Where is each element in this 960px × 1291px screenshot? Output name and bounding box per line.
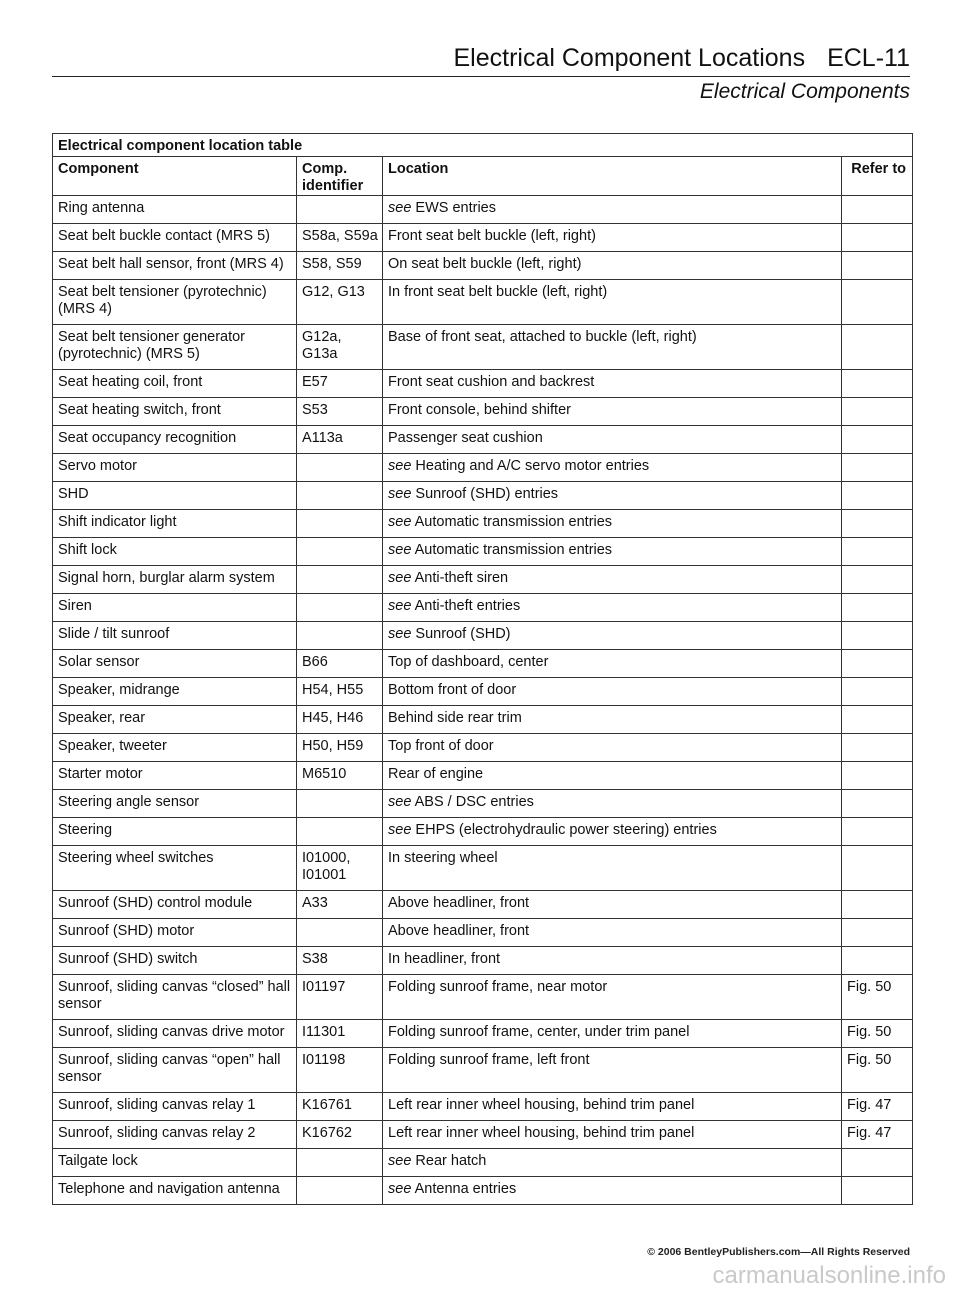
location-text: EWS entries — [415, 200, 497, 216]
location-cell — [383, 510, 842, 538]
location-cell — [383, 398, 842, 426]
location-text: Folding sunroof frame, center, under trim panel — [388, 1024, 690, 1040]
see-reference-word: see — [388, 626, 412, 642]
location-cell — [383, 1048, 842, 1093]
component-cell: Steering — [53, 818, 297, 846]
location-text: Rear hatch — [415, 1153, 487, 1169]
refer-cell — [842, 325, 913, 370]
component-cell: Steering angle sensor — [53, 790, 297, 818]
table-row — [53, 325, 913, 370]
table-row — [53, 426, 913, 454]
location-text: EHPS (electrohydraulic power steering) entries — [415, 822, 717, 838]
identifier-cell — [297, 790, 383, 818]
column-header-location: Location — [383, 157, 842, 196]
table-row — [53, 790, 913, 818]
table-row — [53, 510, 913, 538]
location-cell — [383, 734, 842, 762]
location-cell — [383, 846, 842, 891]
refer-cell: Fig. 47 — [842, 1121, 913, 1149]
component-cell: Solar sensor — [53, 650, 297, 678]
refer-cell — [842, 919, 913, 947]
identifier-cell: S58a, S59a — [297, 224, 383, 252]
component-cell: Sunroof, sliding canvas “open” hall sensor — [53, 1048, 297, 1093]
location-text: Heating and A/C servo motor entries — [415, 458, 650, 474]
identifier-cell: H50, H59 — [297, 734, 383, 762]
refer-cell — [842, 790, 913, 818]
table-row — [53, 398, 913, 426]
table-row — [53, 975, 913, 1020]
table-row — [53, 678, 913, 706]
identifier-cell: S53 — [297, 398, 383, 426]
component-cell: Ring antenna — [53, 196, 297, 224]
table-row — [53, 1149, 913, 1177]
location-text: Top of dashboard, center — [388, 654, 549, 670]
location-text: Antenna entries — [414, 1181, 517, 1197]
component-cell: Seat belt tensioner (pyrotechnic) (MRS 4) — [53, 280, 297, 325]
location-text: Left rear inner wheel housing, behind trim panel — [388, 1097, 695, 1113]
location-cell — [383, 891, 842, 919]
component-cell: Sunroof, sliding canvas relay 2 — [53, 1121, 297, 1149]
location-cell — [383, 325, 842, 370]
location-cell — [383, 650, 842, 678]
see-reference-word: see — [388, 598, 412, 614]
location-text: On seat belt buckle (left, right) — [388, 256, 582, 272]
table-row — [53, 566, 913, 594]
table-row — [53, 594, 913, 622]
see-reference-word: see — [388, 1153, 412, 1169]
refer-cell — [842, 678, 913, 706]
table-row — [53, 706, 913, 734]
table-row — [53, 538, 913, 566]
table-row — [53, 650, 913, 678]
component-cell: Seat occupancy recognition — [53, 426, 297, 454]
identifier-cell: K16762 — [297, 1121, 383, 1149]
page-header-title — [454, 44, 911, 73]
location-text: In headliner, front — [388, 951, 501, 967]
refer-cell — [842, 482, 913, 510]
identifier-cell — [297, 510, 383, 538]
identifier-cell — [297, 482, 383, 510]
refer-cell — [842, 594, 913, 622]
location-cell — [383, 1177, 842, 1205]
refer-cell — [842, 196, 913, 224]
identifier-cell: I01197 — [297, 975, 383, 1020]
location-text: Top front of door — [388, 738, 494, 754]
table-row — [53, 252, 913, 280]
identifier-cell: I11301 — [297, 1020, 383, 1048]
identifier-cell — [297, 594, 383, 622]
location-text: Bottom front of door — [388, 682, 517, 698]
location-cell — [383, 538, 842, 566]
location-text: Anti-theft entries — [414, 598, 521, 614]
component-cell: Seat heating coil, front — [53, 370, 297, 398]
location-cell — [383, 919, 842, 947]
header-rule — [52, 76, 910, 77]
component-cell: Sunroof, sliding canvas drive motor — [53, 1020, 297, 1048]
table-row — [53, 846, 913, 891]
identifier-cell — [297, 818, 383, 846]
see-reference-word: see — [388, 542, 412, 558]
identifier-cell — [297, 538, 383, 566]
table-row — [53, 947, 913, 975]
refer-cell — [842, 280, 913, 325]
location-cell — [383, 594, 842, 622]
location-text: Above headliner, front — [388, 923, 530, 939]
location-text: Front seat belt buckle (left, right) — [388, 228, 596, 244]
identifier-cell: M6510 — [297, 762, 383, 790]
component-cell: Shift lock — [53, 538, 297, 566]
table-row — [53, 196, 913, 224]
column-header-component: Component — [53, 157, 297, 196]
location-text: Front seat cushion and backrest — [388, 374, 595, 390]
component-cell: Speaker, rear — [53, 706, 297, 734]
refer-cell — [842, 252, 913, 280]
refer-cell — [842, 370, 913, 398]
location-cell — [383, 426, 842, 454]
location-cell — [383, 975, 842, 1020]
identifier-cell: B66 — [297, 650, 383, 678]
identifier-cell: K16761 — [297, 1093, 383, 1121]
see-reference-word: see — [388, 794, 412, 810]
identifier-cell — [297, 622, 383, 650]
component-cell: Signal horn, burglar alarm system — [53, 566, 297, 594]
component-cell: Seat belt hall sensor, front (MRS 4) — [53, 252, 297, 280]
see-reference-word: see — [388, 200, 412, 216]
component-cell: Sunroof, sliding canvas relay 1 — [53, 1093, 297, 1121]
refer-cell — [842, 398, 913, 426]
identifier-cell — [297, 566, 383, 594]
see-reference-word: see — [388, 1181, 412, 1197]
location-text: In front seat belt buckle (left, right) — [388, 284, 608, 300]
see-reference-word: see — [388, 486, 412, 502]
location-text: Front console, behind shifter — [388, 402, 571, 418]
refer-cell: Fig. 50 — [842, 1020, 913, 1048]
component-cell: Steering wheel switches — [53, 846, 297, 891]
refer-cell — [842, 224, 913, 252]
component-location-table — [52, 133, 913, 1205]
location-text: In steering wheel — [388, 850, 498, 866]
location-cell — [383, 196, 842, 224]
component-cell: Seat heating switch, front — [53, 398, 297, 426]
location-text: Sunroof (SHD) — [415, 626, 511, 642]
refer-cell — [842, 454, 913, 482]
location-cell — [383, 622, 842, 650]
location-text: Automatic transmission entries — [414, 542, 613, 558]
table-row — [53, 370, 913, 398]
refer-cell — [842, 510, 913, 538]
table-row — [53, 734, 913, 762]
location-cell — [383, 790, 842, 818]
location-cell — [383, 280, 842, 325]
identifier-cell: H45, H46 — [297, 706, 383, 734]
identifier-cell — [297, 1177, 383, 1205]
location-text: Anti-theft siren — [414, 570, 509, 586]
location-cell — [383, 706, 842, 734]
location-text: ABS / DSC entries — [414, 794, 534, 810]
table-row — [53, 482, 913, 510]
refer-cell — [842, 1177, 913, 1205]
table-row — [53, 622, 913, 650]
identifier-cell — [297, 196, 383, 224]
table-row — [53, 1020, 913, 1048]
component-cell: Sunroof (SHD) control module — [53, 891, 297, 919]
refer-cell — [842, 947, 913, 975]
refer-cell — [842, 762, 913, 790]
section-subtitle: Electrical Components — [699, 80, 910, 103]
component-cell: Speaker, midrange — [53, 678, 297, 706]
table-row — [53, 818, 913, 846]
location-cell — [383, 454, 842, 482]
table-body — [53, 196, 913, 1205]
table-caption: Electrical component location table — [53, 134, 913, 157]
refer-cell — [842, 706, 913, 734]
table-row — [53, 762, 913, 790]
component-cell: Seat belt buckle contact (MRS 5) — [53, 224, 297, 252]
identifier-cell: E57 — [297, 370, 383, 398]
location-cell — [383, 762, 842, 790]
table-row — [53, 1093, 913, 1121]
location-cell — [383, 1093, 842, 1121]
see-reference-word: see — [388, 822, 412, 838]
location-cell — [383, 947, 842, 975]
component-cell: Sunroof (SHD) switch — [53, 947, 297, 975]
section-title: Electrical Component Locations — [453, 44, 806, 72]
table-row — [53, 1121, 913, 1149]
refer-cell — [842, 818, 913, 846]
component-cell: Telephone and navigation antenna — [53, 1177, 297, 1205]
refer-cell: Fig. 50 — [842, 1048, 913, 1093]
location-text: Passenger seat cushion — [388, 430, 543, 446]
refer-cell — [842, 846, 913, 891]
location-text: Automatic transmission entries — [414, 514, 613, 530]
location-cell — [383, 224, 842, 252]
page-number: ECL-11 — [827, 44, 910, 72]
refer-cell — [842, 566, 913, 594]
identifier-cell: S58, S59 — [297, 252, 383, 280]
watermark: carmanualsonline.info — [712, 1262, 946, 1289]
location-cell — [383, 1121, 842, 1149]
refer-cell — [842, 426, 913, 454]
refer-cell — [842, 650, 913, 678]
identifier-cell: H54, H55 — [297, 678, 383, 706]
location-cell — [383, 1149, 842, 1177]
identifier-cell — [297, 919, 383, 947]
identifier-cell: S38 — [297, 947, 383, 975]
see-reference-word: see — [388, 458, 412, 474]
identifier-cell: I01000, I01001 — [297, 846, 383, 891]
table-row — [53, 454, 913, 482]
table-row — [53, 280, 913, 325]
component-cell: Starter motor — [53, 762, 297, 790]
identifier-cell: G12, G13 — [297, 280, 383, 325]
location-cell — [383, 482, 842, 510]
see-reference-word: see — [388, 570, 412, 586]
table-row — [53, 224, 913, 252]
component-cell: Seat belt tensioner generator (pyrotechnic) (MRS 5) — [53, 325, 297, 370]
component-cell: Slide / tilt sunroof — [53, 622, 297, 650]
location-text: Left rear inner wheel housing, behind trim panel — [388, 1125, 695, 1141]
column-header-refer: Refer to — [842, 157, 913, 196]
component-cell: Tailgate lock — [53, 1149, 297, 1177]
location-cell — [383, 252, 842, 280]
location-text: Folding sunroof frame, left front — [388, 1052, 590, 1068]
location-text: Above headliner, front — [388, 895, 530, 911]
refer-cell: Fig. 50 — [842, 975, 913, 1020]
table-row — [53, 891, 913, 919]
identifier-cell: I01198 — [297, 1048, 383, 1093]
component-cell: Speaker, tweeter — [53, 734, 297, 762]
location-text: Base of front seat, attached to buckle (left, right) — [388, 329, 697, 345]
component-cell: Sunroof, sliding canvas “closed” hall sensor — [53, 975, 297, 1020]
component-cell: Sunroof (SHD) motor — [53, 919, 297, 947]
identifier-cell: A113a — [297, 426, 383, 454]
component-cell: Servo motor — [53, 454, 297, 482]
component-cell: Shift indicator light — [53, 510, 297, 538]
location-cell — [383, 818, 842, 846]
refer-cell — [842, 734, 913, 762]
table-row — [53, 1048, 913, 1093]
location-cell — [383, 678, 842, 706]
refer-cell — [842, 1149, 913, 1177]
refer-cell: Fig. 47 — [842, 1093, 913, 1121]
identifier-cell: A33 — [297, 891, 383, 919]
location-cell — [383, 370, 842, 398]
refer-cell — [842, 622, 913, 650]
refer-cell — [842, 891, 913, 919]
identifier-cell: G12a, G13a — [297, 325, 383, 370]
table-row — [53, 919, 913, 947]
component-cell: SHD — [53, 482, 297, 510]
location-text: Sunroof (SHD) entries — [415, 486, 559, 502]
see-reference-word: see — [388, 514, 412, 530]
identifier-cell — [297, 454, 383, 482]
identifier-cell — [297, 1149, 383, 1177]
location-text: Rear of engine — [388, 766, 484, 782]
location-text: Behind side rear trim — [388, 710, 522, 726]
component-cell: Siren — [53, 594, 297, 622]
location-cell — [383, 566, 842, 594]
column-header-identifier: Comp. identifier — [297, 157, 383, 196]
table-row — [53, 1177, 913, 1205]
location-text: Folding sunroof frame, near motor — [388, 979, 608, 995]
copyright-notice: © 2006 BentleyPublishers.com—All Rights Reserved — [647, 1246, 910, 1258]
location-cell — [383, 1020, 842, 1048]
refer-cell — [842, 538, 913, 566]
